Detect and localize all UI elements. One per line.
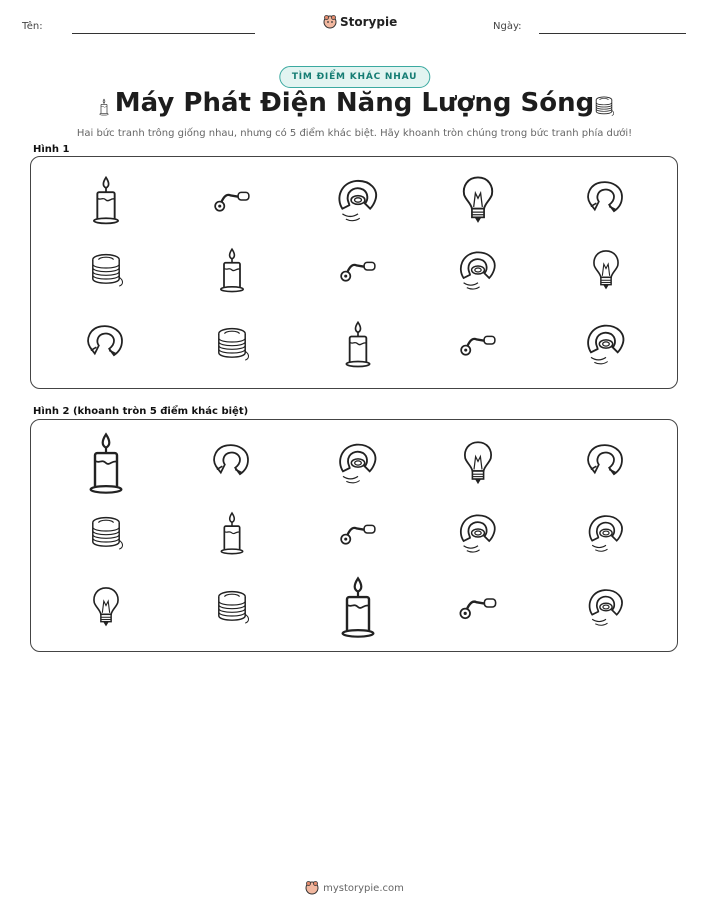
magnet-coil-icon [332, 174, 384, 226]
magnet-icon[interactable] [208, 439, 256, 487]
crank-icon [455, 321, 501, 367]
footer-mascot-icon [305, 881, 319, 895]
light-bulb-icon[interactable] [454, 439, 502, 487]
title-coil-icon [591, 93, 617, 119]
candle-icon[interactable] [325, 574, 391, 640]
brand-name: Storypie [340, 15, 398, 29]
date-label: Ngày: [493, 21, 522, 32]
crank-icon [335, 247, 381, 293]
page-title: Máy Phát Điện Năng Lượng Sóng [114, 88, 595, 118]
picture2-panel[interactable] [30, 419, 678, 652]
magnet-coil-icon [454, 246, 502, 294]
picture1-label: Hình 1 [33, 144, 70, 155]
activity-badge: TÌM ĐIỂM KHÁC NHAU [279, 66, 430, 88]
picture1-panel [30, 156, 678, 389]
candle-icon [208, 246, 256, 294]
magnet-coil-icon[interactable] [583, 510, 629, 556]
magnet-coil-icon[interactable] [333, 438, 383, 488]
instructions: Hai bức tranh trông giống nhau, nhưng có 5 điểm khác biệt. Hãy khoanh tròn chúng trong bức tranh phía dưới! [76, 128, 633, 139]
storypie-logo [323, 15, 397, 29]
light-bulb-icon [452, 174, 504, 226]
footer-url[interactable]: mystorypie.com [323, 882, 404, 894]
light-bulb-icon [584, 248, 628, 292]
coil-icon [84, 248, 128, 292]
picture2-label: Hình 2 (khoanh tròn 5 điểm khác biệt) [33, 406, 249, 417]
crank-icon[interactable] [335, 510, 381, 556]
magnet-icon [582, 176, 630, 224]
date-field[interactable] [539, 33, 686, 34]
footer [0, 881, 709, 895]
magnet-coil-icon[interactable] [454, 509, 502, 557]
name-label: Tên: [22, 21, 43, 32]
candle-icon[interactable] [73, 430, 139, 496]
name-field[interactable] [72, 33, 255, 34]
light-bulb-icon[interactable] [84, 585, 128, 629]
magnet-coil-icon [581, 319, 631, 369]
candle-icon[interactable] [209, 510, 255, 556]
candle-icon [333, 319, 383, 369]
coil-icon [210, 322, 254, 366]
magnet-icon[interactable] [582, 439, 630, 487]
magnet-icon [82, 320, 130, 368]
magnet-coil-icon[interactable] [583, 584, 629, 630]
coil-icon[interactable] [84, 511, 128, 555]
coil-icon[interactable] [210, 585, 254, 629]
crank-icon [209, 177, 255, 223]
crank-icon[interactable] [454, 583, 502, 631]
candle-icon [80, 174, 132, 226]
storypie-mascot-icon [323, 15, 337, 29]
